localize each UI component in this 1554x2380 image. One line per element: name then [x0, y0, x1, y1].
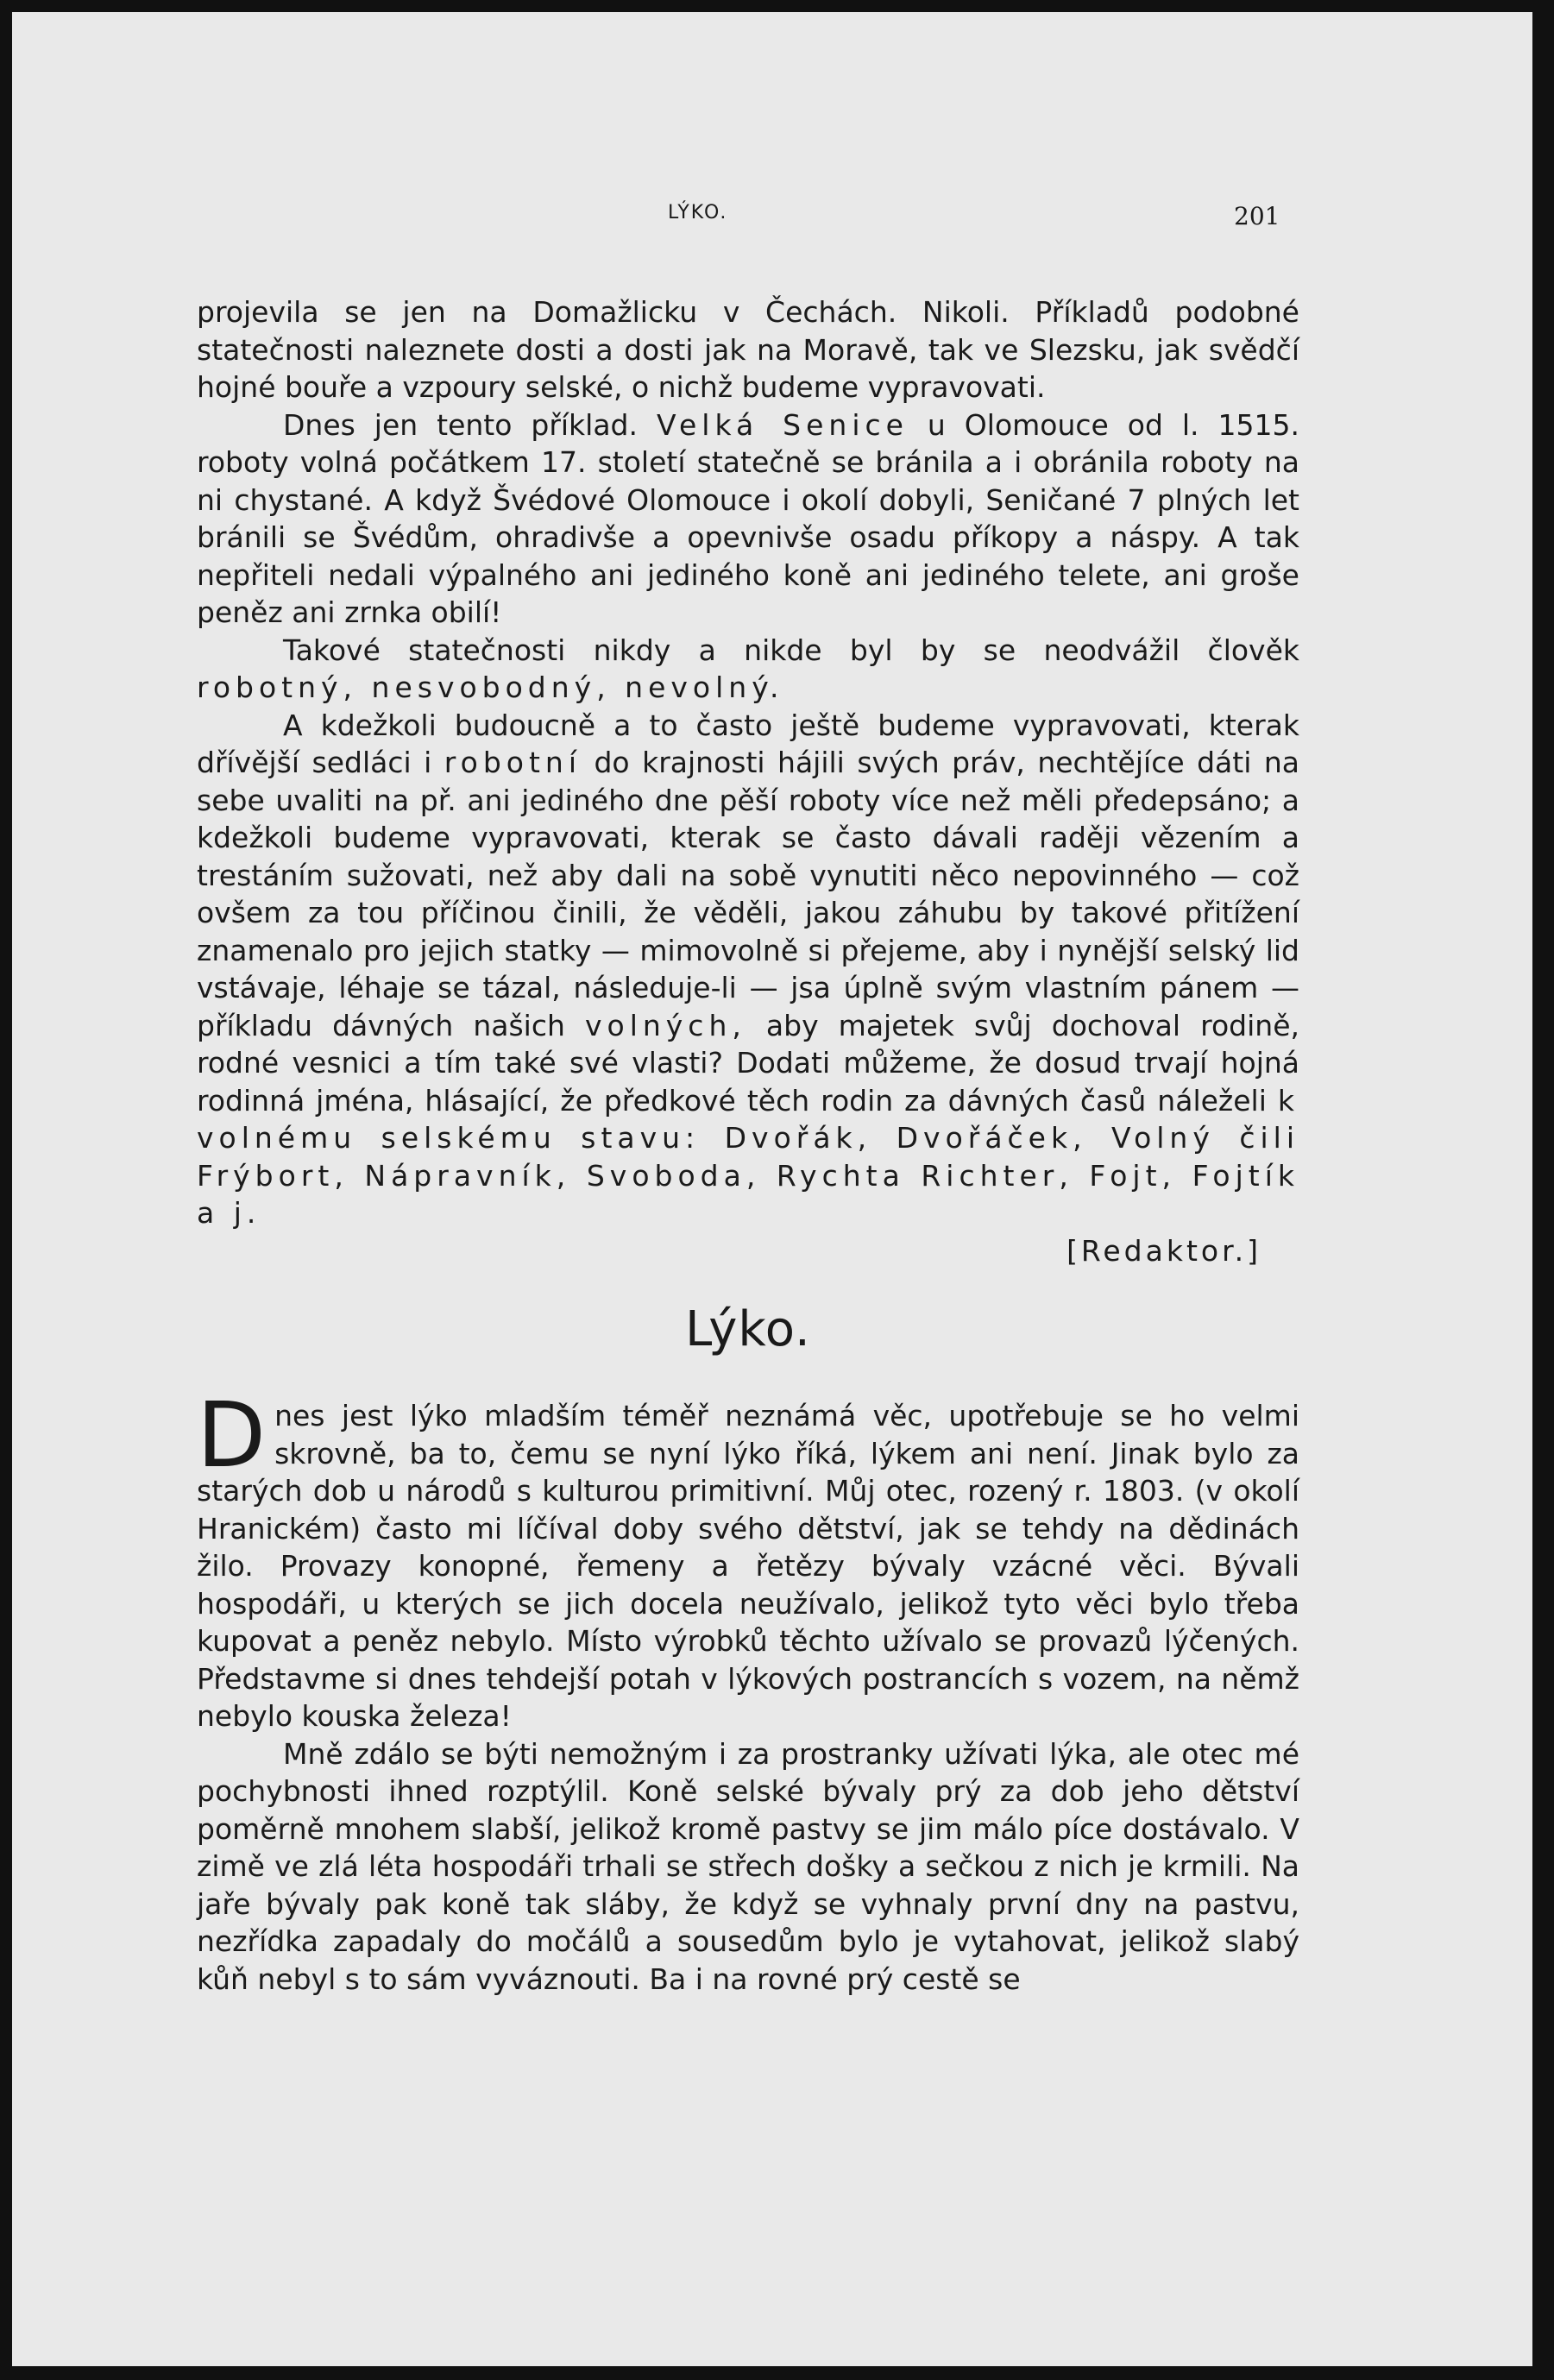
drop-cap: D — [197, 1382, 267, 1488]
paragraph — [197, 293, 1299, 406]
section-title: Lýko. — [685, 1301, 811, 1357]
editor-signature: [Redaktor.] — [1066, 1233, 1261, 1268]
paragraph-text: nes jest lýko mladším téměř neznámá věc, upotřebuje se ho velmi skrovně, ba to, čemu se nyní lýko říká, lýkem ani není. Jinak bylo za starých dob u národů s kulturou primitivní. Můj otec, rozený r. 1803. (v okolí Hranickém) často mi líčíval doby svého dětství, jak se tehdy na dědinách žilo. Provazy konopné, řemeny a řetězy bývaly vzácné věci. Bývali hospodáři, u kterých se jich docela neužívalo, jelikož tyto věci bylo třeba kupovat a peněz nebylo. Místo výrobků těchto užívalo se provazů lýčených. Představme si dnes tehdejší potah v lýkových postrancích s vozem, na němž nebylo kouska železa! — [197, 1399, 1299, 1733]
body-text — [197, 293, 1299, 1998]
paragraph-text: do krajnosti hájili svých práv, nechtějíce dáti na sebe uvaliti na př. ani jediného dne pěší roboty více než měli předepsáno; a kdežkoli budeme vypravovati, kterak se často dávali raději vězením a trestáním sužovati, než aby dali na sobě vynutiti něco nepovinného — což ovšem za tou příčinou činili, že věděli, jakou záhubu by takové přitížení znamenalo pro jejich statky — mimovolně si přejeme, aby i nynější selský lid vstávaje, léhaje se tázal, následuje-li — jsa úplně svým vlastním pánem — příkladu dávných našich — [197, 746, 1299, 1042]
paragraph — [197, 632, 1299, 707]
spaced-emphasis: volných, — [584, 1008, 746, 1042]
spaced-emphasis: Velká Senice — [656, 407, 909, 442]
running-title: LÝKO. — [668, 202, 728, 224]
paragraph-text: u Olomouce od l. 1515. roboty volná počátkem 17. století statečně se bránila a i obránila roboty na ni chystané. A když Švédové Olomouce i okolí dobyli, Seničané 7 plných let bránili se Švédům, ohradivše a opevnivše osadu příkopy a náspy. A tak nepřiteli nedali výpalného ani jediného koně ani jediného telete, ani groše peněz ani zrnka obilí! — [197, 407, 1299, 629]
paragraph — [197, 406, 1299, 632]
spaced-emphasis: robotný, nesvobodný, nevolný. — [197, 671, 784, 704]
page-header — [12, 202, 1532, 236]
page-number: 201 — [1234, 202, 1280, 230]
spaced-emphasis: k volnému selskému stavu: Dvořák, Dvořáček, Volný čili Frýbort, Nápravník, Svoboda, Rychta Richter, Fojt, Fojtík a j. — [197, 1083, 1299, 1230]
book-page — [12, 12, 1532, 2366]
spaced-emphasis: robotní — [444, 746, 582, 779]
paragraph-text: aby majetek svůj dochoval rodině, rodné vesnici a tím také své vlasti? Dodati můžeme, že dosud trvají hojná rodinná jména, hlásající, že předkové těch rodin za dávných časů náleželi — [197, 1008, 1299, 1118]
paragraph-text: Mně zdálo se býti nemožným i za prostranky užívati lýka, ale otec mé pochybnosti ihned rozptýlil. Koně selské bývaly prý za dob jeho dětství poměrně mnohem slabší, jelikož kromě pastvy se jim málo píce dostávalo. V zimě ve zlá léta hospodáři trhali se střech došky a sečkou z nich je krmili. Na jaře bývaly pak koně tak sláby, že když se vyhnaly první dny na pastvu, nezřídka zapadaly do močálů a sousedům bylo je vytahovat, jelikož slabý kůň nebyl s to sám vyváznouti. Ba i na rovné prý cestě se — [197, 1736, 1299, 1996]
paragraph-text: Takové statečnosti nikdy a nikde byl by se neodvážil člověk — [283, 633, 1299, 667]
paragraph-text: Dnes jen tento příklad. — [283, 407, 638, 442]
paragraph-text: A kdežkoli budoucně a to často ještě budeme vypravovati, kterak dřívější sedláci i — [197, 708, 1299, 779]
paragraph — [197, 707, 1299, 1232]
paragraph — [197, 1735, 1299, 1999]
paragraph-text: projevila se jen na Domažlicku v Čechách. Nikoli. Příkladů podobné statečnosti naleznete dosti a dosti jak na Moravě, tak ve Slezsku, jak svědčí hojné bouře a vzpoury selské, o nichž budeme vypravovati. — [197, 295, 1299, 404]
paragraph — [197, 1382, 1299, 1735]
